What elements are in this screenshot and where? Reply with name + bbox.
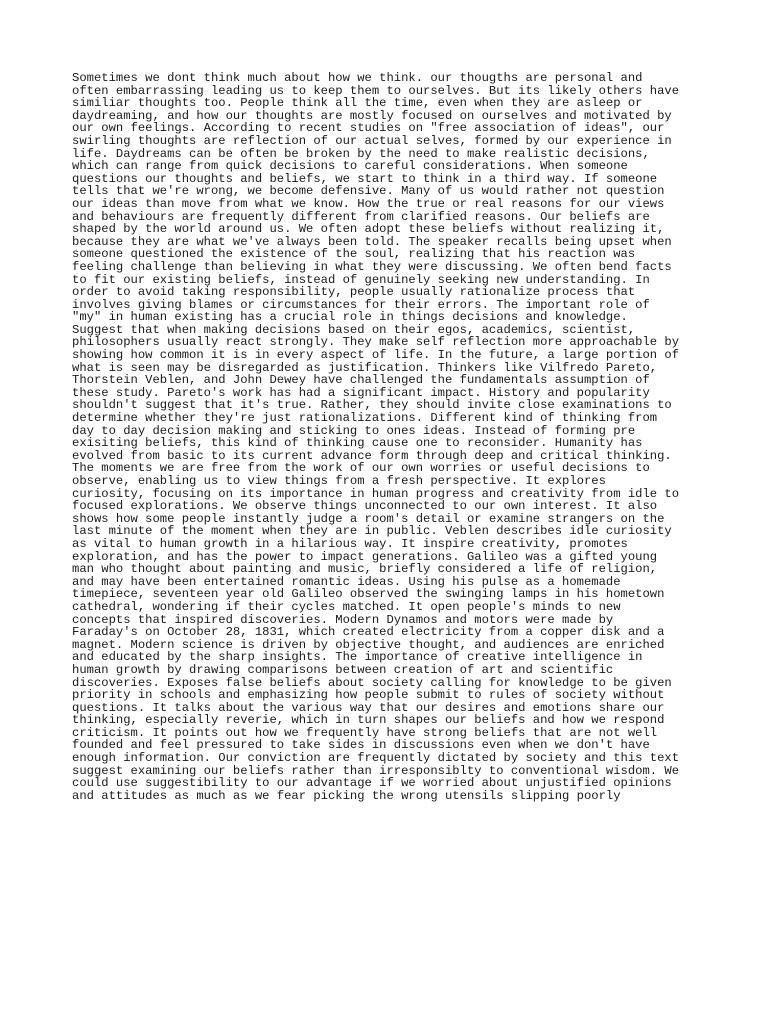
text-line: shows how some people instantly judge a room's detail or examine strangers on the [72, 511, 665, 526]
text-line: concepts that inspired discoveries. Modern Dynamos and motors were made by [72, 612, 614, 627]
text-line: similiar thoughts too. People think all the time, even when they are asleep or [72, 96, 643, 111]
text-line: day to day decision making and sticking to ones ideas. Instead of forming pre [72, 423, 636, 438]
text-line: suggest examining our beliefs rather than irresponsiblty to conventional wisdom. We [72, 763, 680, 778]
text-line: these study. Pareto's work has had a significant impact. History and popularity [72, 385, 650, 400]
text-line: life. Daydreams can be often be broken by the need to make realistic decisions, [72, 146, 650, 161]
text-line: determine whether they're just rationalizations. Different kind of thinking from [72, 411, 658, 426]
text-line: what is seen may be disregarded as justification. Thinkers like Vilfredo Pareto, [72, 360, 658, 375]
text-line: magnet. Modern science is driven by objective thought, and audiences are enriched [72, 637, 665, 652]
text-line: our own feelings. According to recent studies on "free association of ideas", our [72, 121, 665, 136]
text-line: Suggest that when making decisions based on their egos, academics, scientist, [72, 322, 636, 337]
text-line: shaped by the world around us. We often adopt these beliefs without realizing it, [72, 222, 665, 237]
text-line: our ideas than move from what we know. How the true or real reasons for our views [72, 196, 665, 211]
text-line: Faraday's on October 28, 1831, which created electricity from a copper disk and a [72, 625, 665, 640]
text-line: "my" in human existing has a crucial role in things decisions and knowledge. [72, 310, 628, 325]
text-line: someone questioned the existence of the soul, realizing that his reaction was [72, 247, 636, 262]
text-line: Thorstein Veblen, and John Dewey have challenged the fundamentals assumption of [72, 373, 650, 388]
text-line: curiosity, focusing on its importance in human progress and creativity from idle to [72, 486, 680, 501]
text-line: to fit our existing beliefs, instead of genuinely seeking new understanding. In [72, 272, 650, 287]
text-line: which can range from quick decisions to careful considerations. When someone [72, 159, 628, 174]
text-line: criticism. It points out how we frequently have strong beliefs that are not well [72, 725, 658, 740]
text-line: and behaviours are frequently different from clarified reasons. Our beliefs are [72, 209, 650, 224]
text-line: timepiece, seventeen year old Galileo observed the swinging lamps in his hometown [72, 587, 665, 602]
text-line: Sometimes we dont think much about how we think. our thougths are personal and [72, 71, 643, 85]
text-line: observe, enabling us to view things from a fresh perspective. It explores [72, 474, 606, 488]
text-line: priority in schools and emphasizing how people submit to rules of society without [72, 688, 665, 703]
text-line: feeling challenge than believing in what they were discussing. We often bend facts [72, 259, 672, 274]
text-line: tells that we're wrong, we become defensive. Many of us would rather not question [72, 184, 665, 199]
text-line: questions. It talks about the various way that our desires and emotions share our [72, 700, 665, 715]
text-line: showing how common it is in every aspect of life. In the future, a large portion of [72, 348, 680, 363]
text-line: last minute of the moment when they are in public. Veblen describes idle curiosity [72, 524, 672, 539]
text-line: order to avoid taking responsibility, people usually rationalize process that [72, 285, 636, 300]
text-line: and may have been entertained romantic ideas. Using his pulse as a homemade [72, 574, 621, 589]
text-line: often embarrassing leading us to keep them to ourselves. But its likely others have [72, 83, 680, 98]
text-line: enough information. Our conviction are frequently dictated by society and this text [72, 751, 680, 766]
text-line: could use suggestibility to our advantage if we worried about unjustified opinions [72, 776, 672, 791]
text-line: daydreaming, and how our thoughts are mostly focused on ourselves and motivated by [72, 108, 672, 123]
text-line: and educated by the sharp insights. The importance of creative intelligence in [72, 650, 643, 665]
text-line: philosophers usually react strongly. They make self reflection more approachable by [72, 335, 680, 350]
text-line: swirling thoughts are reflection of our actual selves, formed by our experience in [72, 133, 672, 148]
text-line: involves giving blames or circumstances for their errors. The important role of [72, 297, 650, 312]
text-line: founded and feel pressured to take sides in discussions even when we don't have [72, 738, 650, 753]
text-line: because they are what we've always been told. The speaker recalls being upset when [72, 234, 672, 249]
text-line: evolved from basic to its current advance form through deep and critical thinking. [72, 448, 672, 463]
body-text [72, 72, 712, 802]
text-line: man who thought about painting and music, briefly considered a life of religion, [72, 562, 658, 577]
text-line: cathedral, wondering if their cycles matched. It open people's minds to new [72, 599, 621, 614]
text-line: questions our thoughts and beliefs, we start to think in a third way. If someone [72, 171, 658, 186]
text-line: and attitudes as much as we fear picking the wrong utensils slipping poorly [72, 788, 621, 803]
text-line: exploration, and has the power to impact generations. Galileo was a gifted young [72, 549, 658, 564]
text-line: focused explorations. We observe things unconnected to our own interest. It also [72, 499, 658, 514]
text-line: discoveries. Exposes false beliefs about society calling for knowledge to be given [72, 675, 672, 690]
text-line: human growth by drawing comparisons between creation of art and scientific [72, 662, 614, 677]
text-line: thinking, especially reverie, which in turn shapes our beliefs and how we respond [72, 713, 665, 728]
text-line: as vital to human growth in a hilarious way. It inspire creativity, promotes [72, 536, 628, 551]
text-line: shouldn't suggest that it's true. Rather, they should invite close examinations to [72, 398, 672, 413]
text-line: exisiting beliefs, this kind of thinking cause one to reconsider. Humanity has [72, 436, 643, 451]
text-line: The moments we are free from the work of our own worries or useful decisions to [72, 461, 650, 476]
